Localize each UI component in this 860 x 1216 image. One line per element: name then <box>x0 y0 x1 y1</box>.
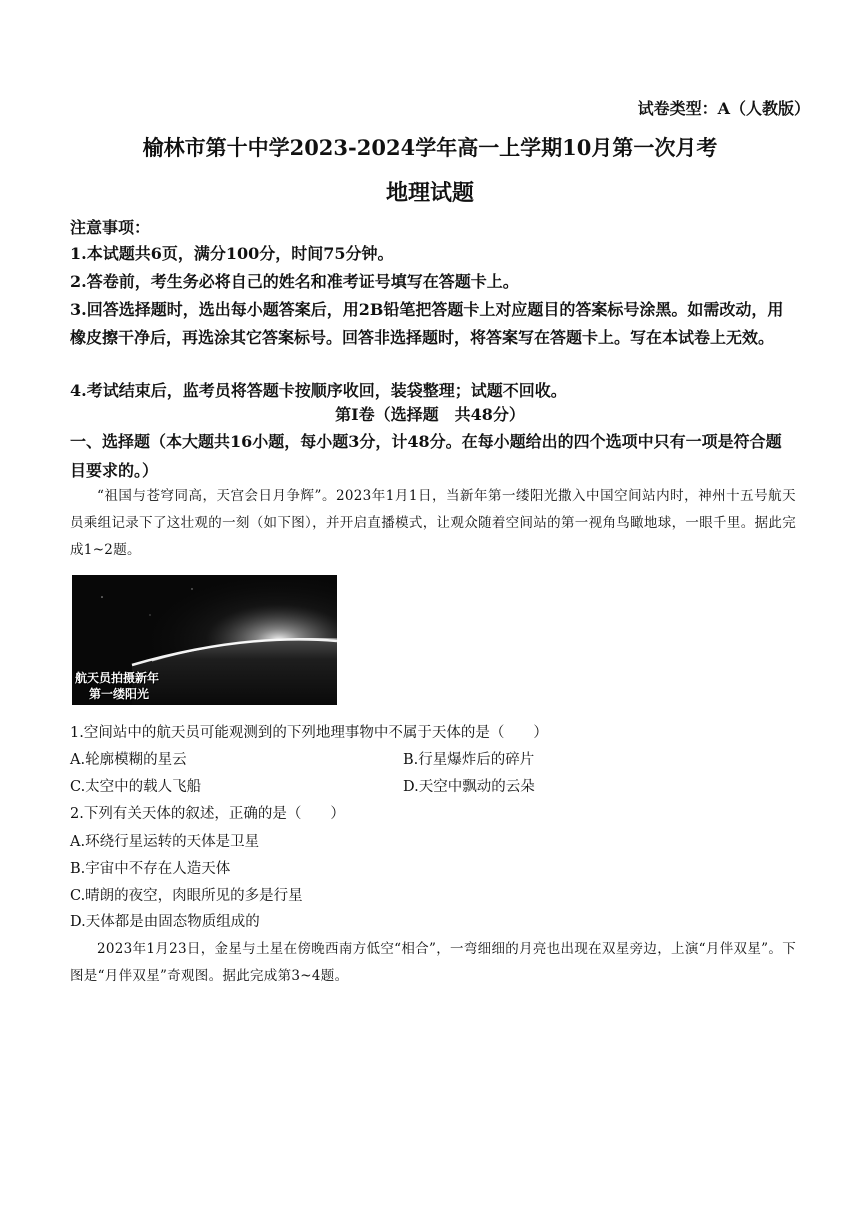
question-2-option-a: A.环绕行星运转的天体是卫星 <box>70 834 260 850</box>
notes-heading: 注意事项： <box>70 218 151 237</box>
note-item-2: 2.答卷前，考生务必将自己的姓名和准考证号填写在答题卡上。 <box>70 272 519 291</box>
note-item-1: 1.本试题共6页，满分100分，时间75分钟。 <box>70 244 394 263</box>
question-1-option-d: D.天空中飘动的云朵 <box>403 779 535 795</box>
note-item-3: 3.回答选择题时，选出每小题答案后，用2B铅笔把答题卡上对应题目的答案标号涂黑。如需改动，用橡皮擦干净后，再选涂其它答案标号。回答非选择题时，将答案写在答题卡上。写在本试卷上无效。 <box>70 300 784 347</box>
question-2-option-c: C.晴朗的夜空，肉眼所见的多是行星 <box>70 888 303 904</box>
question-2-option-b: B.宇宙中不存在人造天体 <box>70 861 231 877</box>
space-station-photo <box>72 575 337 705</box>
question-1-option-a: A.轮廓模糊的星云 <box>70 752 187 768</box>
note-item-4: 4.考试结束后，监考员将答题卡按顺序收回，装袋整理；试题不回收。 <box>70 381 567 400</box>
paper-type-label: 试卷类型：A（人教版） <box>637 99 810 118</box>
question-1-option-c: C.太空中的载人飞船 <box>70 779 202 795</box>
passage-2: 2023年1月23日，金星与土星在傍晚西南方低空“相合”，一弯细细的月亮也出现在双星旁边，上演“月伴双星”。下图是“月伴双星”奇观图。据此完成第3~4题。 <box>70 941 796 984</box>
photo-caption-line-1: 航天员拍摄新年 <box>75 671 160 685</box>
exam-title: 榆林市第十中学2023-2024学年高一上学期10月第一次月考 <box>142 135 718 160</box>
photo-caption <box>75 670 159 702</box>
question-2-option-d: D.天体都是由固态物质组成的 <box>70 914 260 930</box>
question-1-option-b: B.行星爆炸后的碎片 <box>403 752 535 768</box>
photo-caption-line-2: 第一缕阳光 <box>89 687 150 701</box>
question-1-stem: 1.空间站中的航天员可能观测到的下列地理事物中不属于天体的是（ ） <box>70 725 548 741</box>
section-heading: 第Ⅰ卷（选择题 共48分） <box>335 405 525 424</box>
question-2-stem: 2.下列有关天体的叙述，正确的是（ ） <box>70 806 345 822</box>
exam-subtitle: 地理试题 <box>385 180 474 206</box>
passage-1: “祖国与苍穹同高，天宫会日月争辉”。2023年1月1日，当新年第一缕阳光撒入中国空间站内时，神州十五号航天员乘组记录下了这壮观的一刻（如下图），并开启直播模式，让观众随着空间站的第一视角鸟瞰地球，一眼千里。据此完成1~2题。 <box>70 488 796 558</box>
part-heading: 一、选择题（本大题共16小题，每小题3分，计48分。在每小题给出的四个选项中只有一项是符合题目要求的。） <box>70 432 782 480</box>
